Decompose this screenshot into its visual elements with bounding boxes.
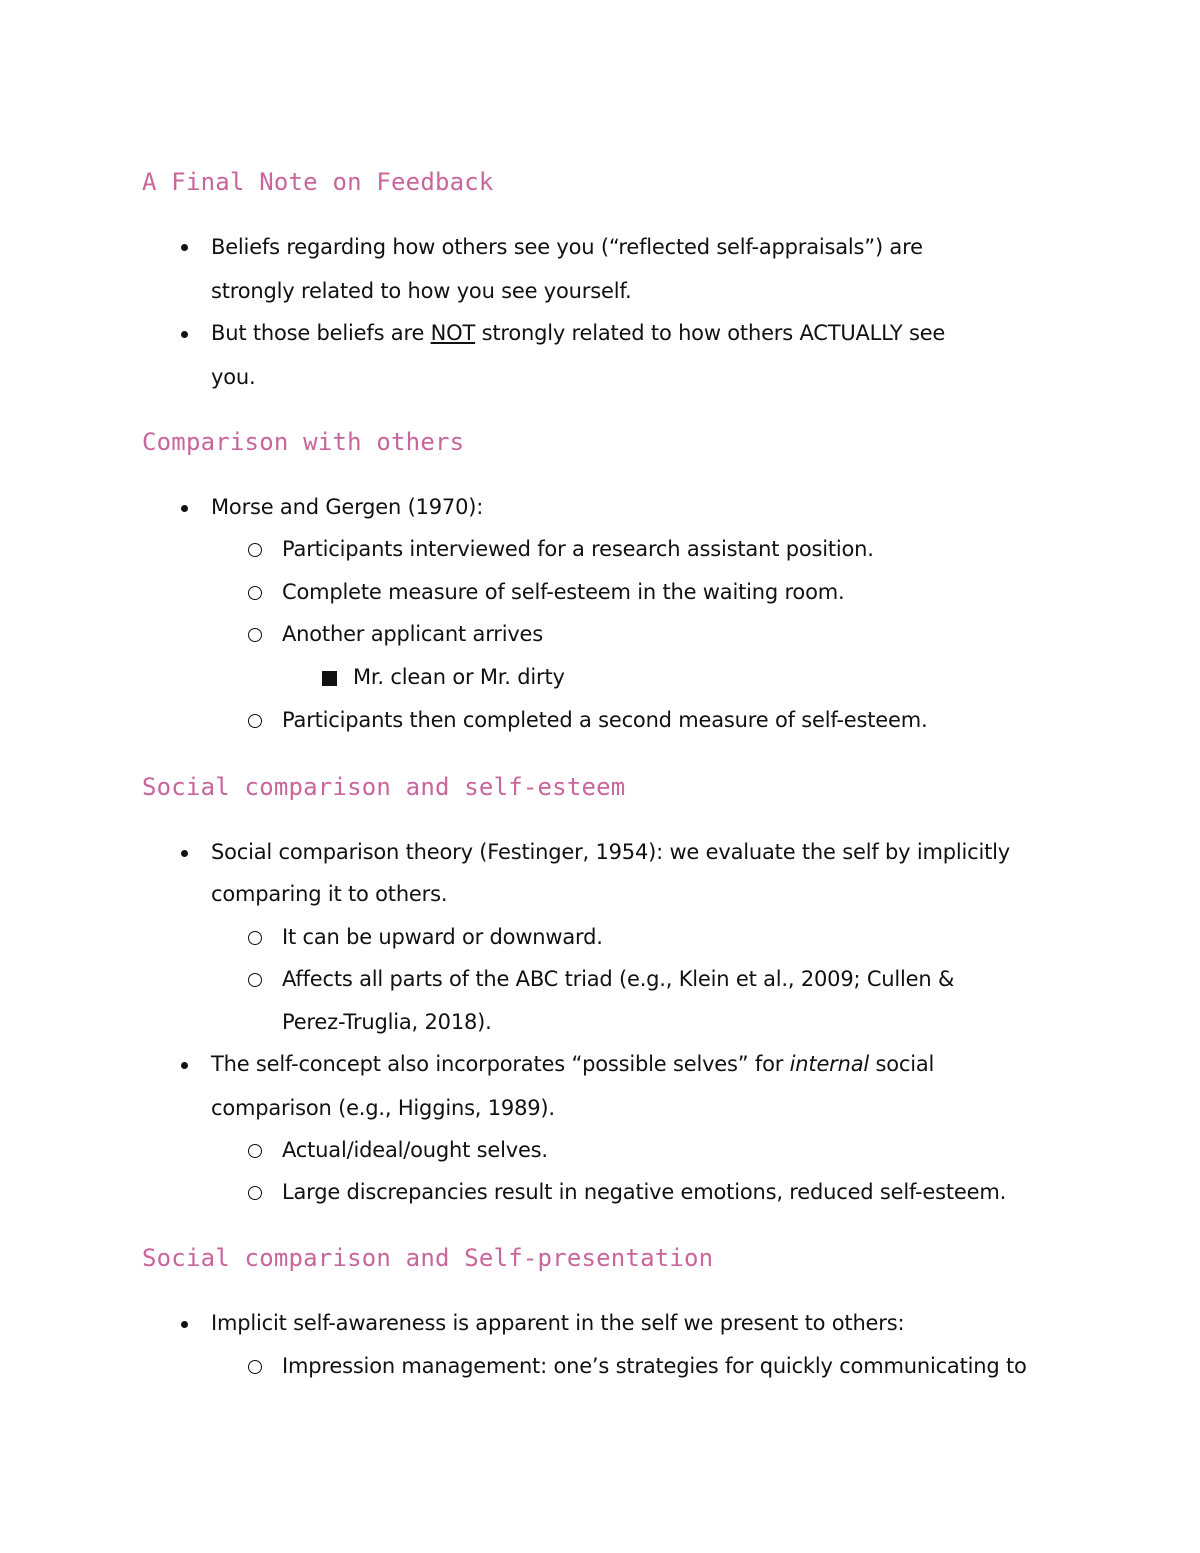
list-item-text [211, 1049, 934, 1079]
list-item-text: comparison (e.g., Higgins, 1989). [211, 1096, 555, 1120]
italic-text: internal [789, 1052, 870, 1076]
list-item-text: Another applicant arrives [282, 622, 544, 646]
bullet-dot [181, 1321, 188, 1328]
text-run: social [869, 1052, 935, 1076]
bullet-circle [248, 1360, 262, 1374]
underlined-text: NOT [430, 321, 476, 345]
section-heading-comparison: Comparison with others [142, 428, 465, 456]
bullet-dot [181, 331, 188, 338]
bullet-circle [248, 543, 262, 557]
bullet-square [322, 671, 337, 686]
list-item-text: Complete measure of self-esteem in the waiting room. [282, 580, 845, 604]
list-item-text: Implicit self-awareness is apparent in the self we present to others: [211, 1311, 905, 1335]
list-item-text: Affects all parts of the ABC triad (e.g., Klein et al., 2009; Cullen & [282, 967, 955, 991]
bullet-dot [181, 505, 188, 512]
bullet-dot [181, 850, 188, 857]
list-item-text: you. [211, 365, 256, 389]
list-item-text: Beliefs regarding how others see you (“reflected self-appraisals”) are [211, 235, 923, 259]
bullet-circle [248, 586, 262, 600]
bullet-circle [248, 714, 262, 728]
section-heading-self-esteem: Social comparison and self-esteem [142, 773, 626, 801]
list-item-text: Mr. clean or Mr. dirty [353, 665, 565, 689]
section-heading-feedback: A Final Note on Feedback [142, 168, 494, 196]
bullet-circle [248, 1144, 262, 1158]
list-item-text: comparing it to others. [211, 882, 448, 906]
bullet-dot [181, 244, 188, 251]
text-run: The self-concept also incorporates “possible selves” for [211, 1052, 790, 1076]
list-item-text: Social comparison theory (Festinger, 1954): we evaluate the self by implicitly [211, 840, 1010, 864]
list-item-text [211, 318, 945, 348]
list-item-text: Impression management: one’s strategies for quickly communicating to [282, 1354, 1027, 1378]
list-item-text: Participants then completed a second measure of self-esteem. [282, 708, 928, 732]
list-item-text: Large discrepancies result in negative emotions, reduced self-esteem. [282, 1180, 1007, 1204]
bullet-circle [248, 973, 262, 987]
bullet-dot [181, 1062, 188, 1069]
list-item-text: strongly related to how you see yourself. [211, 279, 632, 303]
section-heading-self-presentation: Social comparison and Self-presentation [142, 1244, 714, 1272]
text-run: But those beliefs are [211, 321, 431, 345]
text-run: strongly related to how others ACTUALLY see [475, 321, 946, 345]
list-item-text: Actual/ideal/ought selves. [282, 1138, 548, 1162]
bullet-circle [248, 628, 262, 642]
list-item-text: Participants interviewed for a research assistant position. [282, 537, 874, 561]
list-item-text: Perez-Truglia, 2018). [282, 1010, 492, 1034]
bullet-circle [248, 931, 262, 945]
list-item-text: Morse and Gergen (1970): [211, 495, 484, 519]
bullet-circle [248, 1186, 262, 1200]
list-item-text: It can be upward or downward. [282, 925, 603, 949]
